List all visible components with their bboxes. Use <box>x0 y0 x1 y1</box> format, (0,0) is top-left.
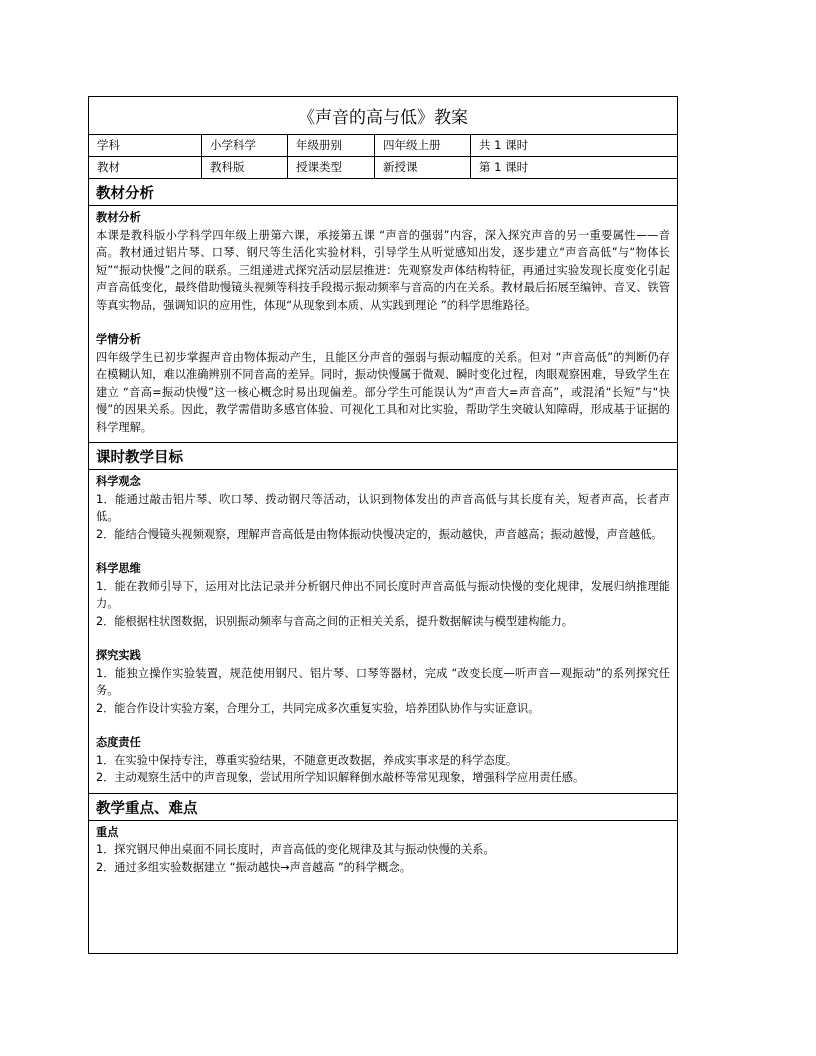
grade-value: 四年级上册 <box>375 135 471 156</box>
subject-label: 学科 <box>89 135 202 156</box>
goal-group-title: 态度责任 <box>96 736 141 749</box>
goal-item: 2．能根据柱状图数据，识别振动频率与音高之间的正相关关系，提升数据解读与模型建构能力。 <box>96 614 573 628</box>
textbook-analysis-text: 本课是教科版小学科学四年级上册第六课，承接第五课 “声音的强弱”内容，深入探究声音的另一重要属性——音高。教材通过铝片琴、口琴、钢尺等生活化实验材料，引导学生从听觉感知出发，逐步建立“声音高低”与“物体长短”“振动快慢”之间的联系。三组递进式探究活动层层推进：先观察发声体结构特征，再通过实验发现长度变化引起声音高低变化，最终借助慢镜头视频等科技手段揭示振动频率与音高的内在关系。教材最后拓展至编钟、音叉、铁管等真实物品，强调知识的应用性，体现“从现象到本质、从实践到理论 ”的科学思维路径。 <box>96 228 670 312</box>
section-body-keypoints <box>89 821 677 883</box>
goal-item: 1．在实验中保持专注，尊重实验结果，不随意更改数据，养成实事求是的科学态度。 <box>96 753 518 767</box>
section-heading-analysis: 教材分析 <box>89 179 677 206</box>
document-title: 《声音的高与低》教案 <box>89 97 677 135</box>
section-body-goals <box>89 470 677 794</box>
goal-item: 1．能独立操作实验装置，规范使用钢尺、铝片琴、口琴等器材，完成 “改变长度—听声音—观振动”的系列探究任务。 <box>96 666 670 697</box>
section-body-analysis <box>89 206 677 443</box>
textbook-label: 教材 <box>89 157 202 178</box>
lesson-type-value: 新授课 <box>375 157 471 178</box>
lesson-plan-table <box>88 96 678 954</box>
info-row-textbook <box>89 157 677 179</box>
total-periods: 共 1 课时 <box>479 138 529 152</box>
goal-item: 2．能结合慢镜头视频观察，理解声音高低是由物体振动快慢决定的，振动越快，声音越高；振动越慢，声音越低。 <box>96 527 663 541</box>
section-heading-keypoints: 教学重点、难点 <box>89 794 677 821</box>
goal-item: 2．主动观察生活中的声音现象，尝试用所学知识解释倒水敲杯等常见现象，增强科学应用责任感。 <box>96 771 585 784</box>
keypoint-item: 2．通过多组实验数据建立 “振动越快→声音越高 ”的科学概念。 <box>96 860 411 874</box>
goal-item: 1．能在教师引导下，运用对比法记录并分析钢尺伸出不同长度时声音高低与振动快慢的变化规律，发展归纳推理能力。 <box>96 579 670 610</box>
lesson-type-label: 授课类型 <box>288 157 375 178</box>
info-row-subject <box>89 135 677 157</box>
keypoint-item: 1．探究钢尺伸出桌面不同长度时，声音高低的变化规律及其与振动快慢的关系。 <box>96 843 495 856</box>
subject-value: 小学科学 <box>202 135 288 156</box>
section-heading-goals: 课时教学目标 <box>89 443 677 470</box>
keypoints-title: 重点 <box>96 825 119 839</box>
goal-group-title: 探究实践 <box>96 649 141 662</box>
learner-analysis-title: 学情分析 <box>96 333 141 346</box>
goal-item: 2．能合作设计实验方案，合理分工，共同完成多次重复实验，培养团队协作与实证意识。 <box>96 701 540 715</box>
goal-group-title: 科学思维 <box>96 562 141 575</box>
learner-analysis-text: 四年级学生已初步掌握声音由物体振动产生，且能区分声音的强弱与振动幅度的关系。但对 “声音高低”的判断仍存在模糊认知，难以准确辨别不同音高的差异。同时，振动快慢属于微观、瞬时变化过程，肉眼观察困难，导致学生在建立 “音高=振动快慢”这一核心概念时易出现偏差。部分学生可能误认为“声音大=声音高”，或混淆“长短”与“快慢”的因果关系。因此，教学需借助多感官体验、可视化工具和对比实验，帮助学生突破认知障碍，形成基于证据的科学理解。 <box>96 350 670 434</box>
textbook-value: 教科版 <box>202 157 288 178</box>
goal-group-title: 科学观念 <box>96 475 141 488</box>
current-period: 第 1 课时 <box>479 160 529 174</box>
grade-label: 年级册别 <box>288 135 375 156</box>
textbook-analysis-title: 教材分析 <box>96 211 141 224</box>
goal-item: 1．能通过敲击铝片琴、吹口琴、拨动钢尺等活动，认识到物体发出的声音高低与其长度有关，短者声高，长者声低。 <box>96 492 670 523</box>
